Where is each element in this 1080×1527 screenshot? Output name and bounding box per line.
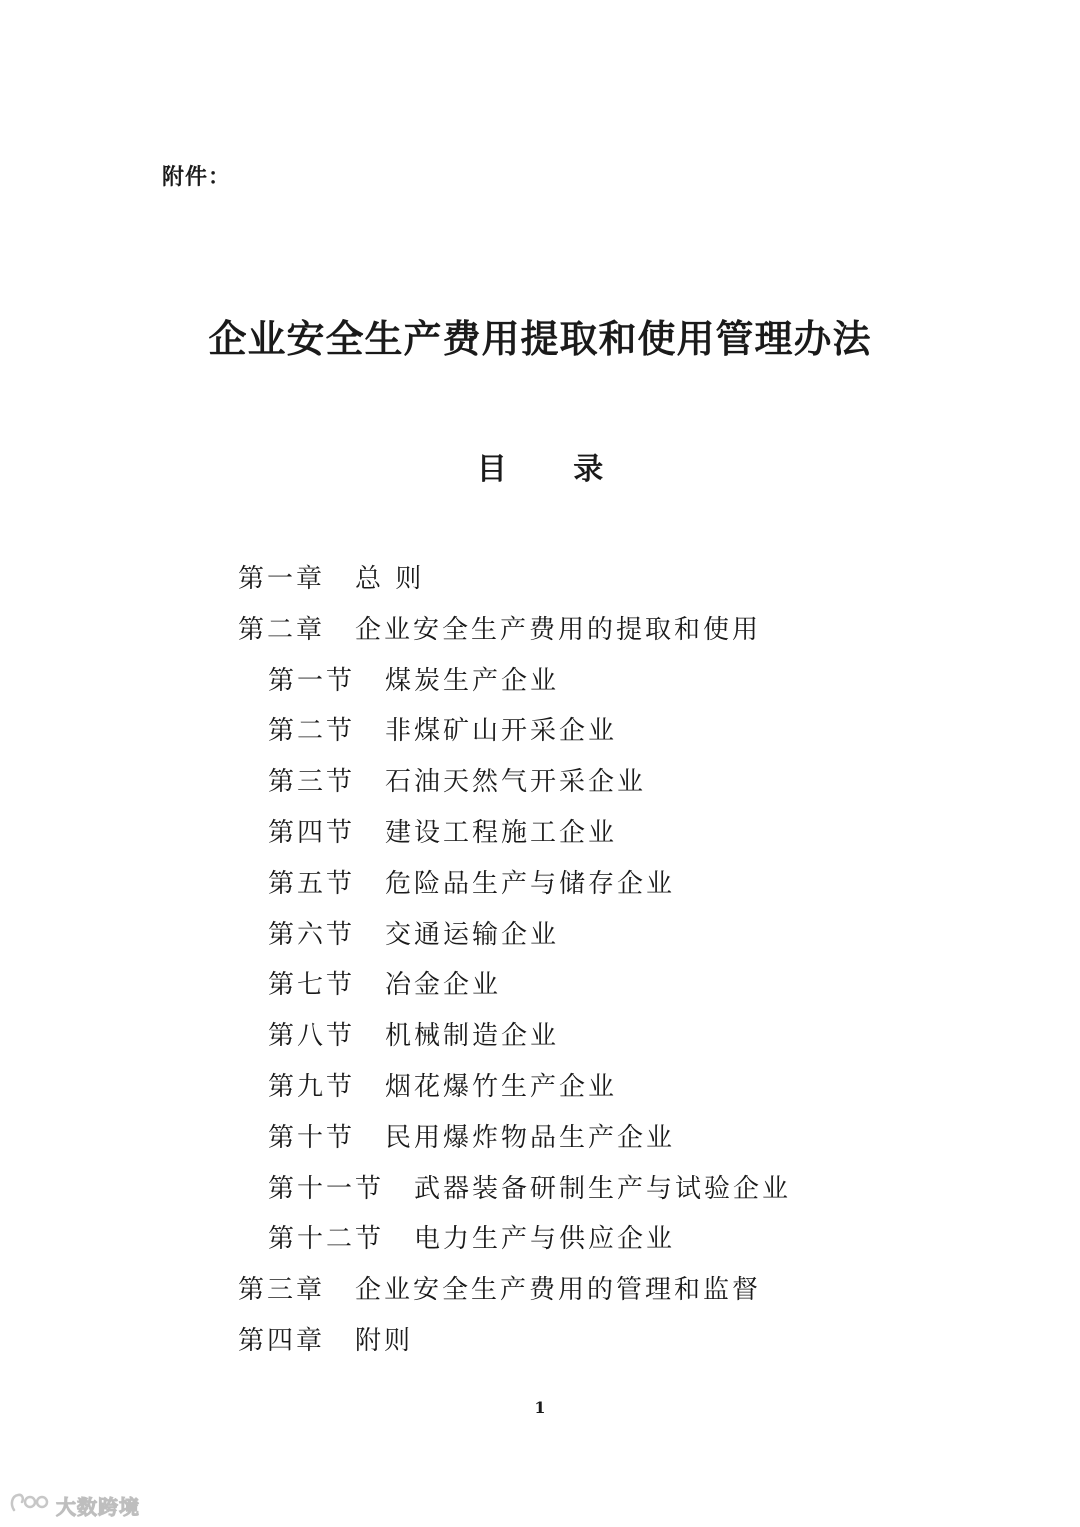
watermark-text: 大数跨境 [56, 1494, 140, 1519]
toc-item-title: 冶金企业 [385, 970, 502, 1001]
toc-item-number: 第一章 [238, 564, 326, 594]
toc-chapter-item [238, 609, 938, 660]
brand-logo-icon [8, 1490, 52, 1520]
toc-section-item [238, 964, 938, 1015]
toc-section-item [238, 812, 938, 863]
document-title: 企业安全生产费用提取和使用管理办法 [208, 316, 872, 361]
toc-item-number: 第十一节 [268, 1173, 385, 1204]
toc-chapter-item [238, 558, 938, 609]
watermark [8, 1490, 140, 1520]
toc-item-title: 附则 [355, 1325, 414, 1356]
toc-item-number: 第三节 [268, 767, 356, 798]
toc-section-item [238, 1015, 938, 1066]
toc-item-number: 第五节 [268, 868, 356, 899]
toc-item-title: 企业安全生产费用的提取和使用 [355, 614, 762, 645]
toc-item-title: 非煤矿山开采企业 [385, 716, 618, 747]
toc-section-item [238, 660, 938, 711]
toc-item-title: 交通运输企业 [385, 919, 560, 950]
toc-item-number: 第一节 [268, 665, 356, 696]
toc-section-item [238, 1218, 938, 1269]
attachment-label: 附件： [162, 165, 232, 190]
toc-section-item [238, 1066, 938, 1117]
toc-item-number: 第十二节 [268, 1224, 385, 1255]
toc-item-title: 总 则 [355, 564, 425, 594]
toc-item-title: 石油天然气开采企业 [385, 767, 647, 798]
toc-item-title: 民用爆炸物品生产企业 [385, 1122, 676, 1153]
toc-item-title: 建设工程施工企业 [385, 817, 618, 848]
toc-section-item [238, 1168, 938, 1219]
toc-section-item [238, 1117, 938, 1168]
toc-section-item [238, 914, 938, 965]
toc-chapter-item [238, 1269, 938, 1320]
toc-item-title: 危险品生产与储存企业 [385, 868, 676, 899]
toc-item-number: 第三章 [238, 1275, 326, 1306]
toc-item-number: 第六节 [268, 919, 356, 950]
toc-item-number: 第九节 [268, 1071, 356, 1102]
toc-item-number: 第四节 [268, 817, 356, 848]
toc-item-number: 第四章 [238, 1325, 326, 1356]
toc-chapter-item [238, 1320, 938, 1371]
toc-item-number: 第七节 [268, 970, 356, 1001]
table-of-contents [238, 558, 938, 1371]
toc-item-title: 武器装备研制生产与试验企业 [414, 1173, 792, 1204]
toc-item-number: 第二章 [238, 614, 326, 645]
toc-item-number: 第二节 [268, 716, 356, 747]
toc-item-title: 企业安全生产费用的管理和监督 [355, 1275, 762, 1306]
toc-item-title: 烟花爆竹生产企业 [385, 1071, 618, 1102]
toc-section-item [238, 863, 938, 914]
page-number: 1 [534, 1398, 546, 1417]
toc-heading: 目 录 [476, 452, 632, 487]
toc-item-number: 第十节 [268, 1122, 356, 1153]
toc-item-title: 机械制造企业 [385, 1021, 560, 1052]
toc-section-item [238, 710, 938, 761]
toc-item-number: 第八节 [268, 1021, 356, 1052]
toc-item-title: 电力生产与供应企业 [414, 1224, 676, 1255]
toc-section-item [238, 761, 938, 812]
toc-item-title: 煤炭生产企业 [385, 665, 560, 696]
